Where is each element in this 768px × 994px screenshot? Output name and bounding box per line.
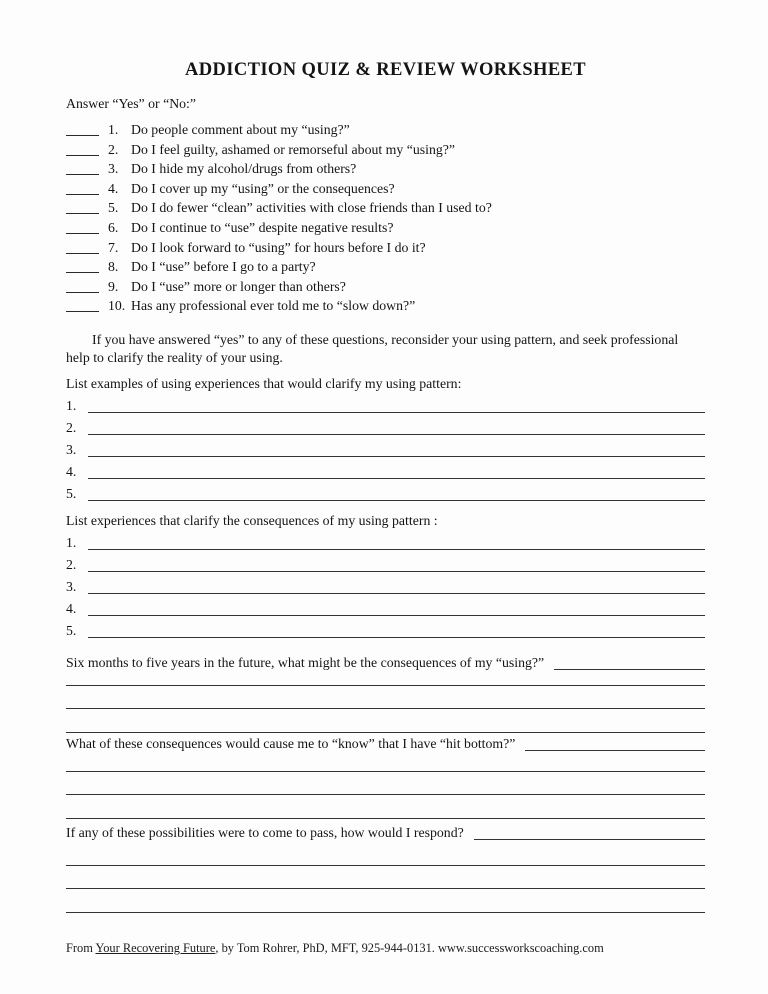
quiz-item-text: Do I cover up my “using” or the consequences? xyxy=(131,180,395,196)
answer-blank-line xyxy=(66,213,99,214)
respond-question xyxy=(66,824,705,841)
quiz-item-number: 1. xyxy=(108,122,119,137)
blank-write-line xyxy=(88,571,705,572)
write-line-number: 5. xyxy=(66,485,77,501)
answer-blank-line xyxy=(66,135,99,136)
blank-write-line xyxy=(88,593,705,594)
quiz-item-number: 7. xyxy=(108,239,119,255)
examples-write-lines xyxy=(66,398,705,508)
future-consequences-question xyxy=(66,654,705,671)
write-line xyxy=(66,398,705,420)
blank-write-line xyxy=(525,750,705,751)
advice-paragraph: If you have answered “yes” to any of these questions, reconsider your using pattern, and seek professional help to clarify the reality of your using. xyxy=(66,331,679,366)
blank-write-line xyxy=(88,412,705,413)
blank-write-line xyxy=(66,795,705,819)
blank-write-line xyxy=(88,434,705,435)
quiz-item xyxy=(66,122,705,142)
quiz-item-text: Do I continue to “use” despite negative results? xyxy=(131,219,394,235)
quiz-item-number: 6. xyxy=(108,219,119,235)
blank-write-line xyxy=(66,752,705,772)
quiz-item-number: 3. xyxy=(108,161,119,177)
write-line xyxy=(66,579,705,601)
quiz-item xyxy=(66,259,705,279)
hit-bottom-question-text: What of these consequences would cause me to “know” that I have “hit bottom?” xyxy=(66,735,516,751)
answer-blank-line xyxy=(66,311,99,312)
write-line xyxy=(66,623,705,645)
quiz-item-text: Do I “use” more or longer than others? xyxy=(131,278,346,294)
blank-write-line xyxy=(88,478,705,479)
answer-blank-line xyxy=(66,292,99,293)
quiz-item-text: Do I do fewer “clean” activities with close friends than I used to? xyxy=(131,200,492,216)
write-line-number: 1. xyxy=(66,397,77,413)
blank-write-line xyxy=(66,889,705,913)
examples-section-label: List examples of using experiences that would clarify my using pattern: xyxy=(66,375,462,391)
answer-blank-line xyxy=(66,233,99,234)
hit-bottom-question xyxy=(66,735,705,752)
write-line-number: 4. xyxy=(66,463,77,479)
write-line xyxy=(66,557,705,579)
blank-write-line xyxy=(66,841,705,866)
quiz-item xyxy=(66,181,705,201)
quiz-item-text: Do I “use” before I go to a party? xyxy=(131,259,316,275)
attribution-prefix: From xyxy=(66,940,96,955)
quiz-item-number: 9. xyxy=(108,278,119,294)
blank-write-line xyxy=(66,866,705,890)
blank-write-line xyxy=(88,500,705,501)
write-line-number: 3. xyxy=(66,578,77,594)
blank-write-line xyxy=(66,686,705,710)
attribution-suffix: , by Tom Rohrer, PhD, MFT, 925-944-0131. www.successworkscoaching.com xyxy=(215,940,604,955)
quiz-item-text: Do people comment about my “using?” xyxy=(131,122,350,137)
answer-instruction: Answer “Yes” or “No:” xyxy=(66,96,197,111)
blank-write-line xyxy=(66,671,705,686)
write-line xyxy=(66,601,705,623)
answer-blank-line xyxy=(66,155,99,156)
respond-question-text: If any of these possibilities were to come to pass, how would I respond? xyxy=(66,824,464,840)
blank-write-line xyxy=(66,709,705,733)
write-line-number: 2. xyxy=(66,556,77,572)
blank-write-line xyxy=(88,456,705,457)
write-line-number: 1. xyxy=(66,534,77,550)
write-line xyxy=(66,420,705,442)
quiz-item-number: 10. xyxy=(108,298,126,314)
answer-blank-line xyxy=(66,272,99,273)
write-line xyxy=(66,486,705,508)
write-line-number: 5. xyxy=(66,622,77,638)
quiz-item xyxy=(66,240,705,260)
quiz-item-text: Do I look forward to “using” for hours before I do it? xyxy=(131,239,426,255)
future-consequences-question-text: Six months to five years in the future, what might be the consequences of my “using?” xyxy=(66,654,545,670)
write-line-number: 3. xyxy=(66,441,77,457)
write-line xyxy=(66,442,705,464)
blank-write-line xyxy=(66,772,705,796)
write-line-number: 2. xyxy=(66,419,77,435)
quiz-item-number: 8. xyxy=(108,259,119,275)
quiz-item-text: Do I hide my alcohol/drugs from others? xyxy=(131,161,357,177)
quiz-item-number: 5. xyxy=(108,200,119,216)
quiz-item-text: Do I feel guilty, ashamed or remorseful about my “using?” xyxy=(131,141,455,157)
write-line xyxy=(66,535,705,557)
answer-blank-line xyxy=(66,253,99,254)
quiz-item-number: 2. xyxy=(108,141,119,157)
consequences-section-label: List experiences that clarify the consequences of my using pattern : xyxy=(66,512,438,528)
blank-write-line xyxy=(88,637,705,638)
blank-write-line xyxy=(88,615,705,616)
book-title: Your Recovering Future xyxy=(95,940,216,955)
quiz-item-number: 4. xyxy=(108,180,119,196)
quiz-item xyxy=(66,298,705,318)
quiz-item xyxy=(66,200,705,220)
source-attribution xyxy=(66,940,705,956)
quiz-item-text: Has any professional ever told me to “slow down?” xyxy=(131,298,416,314)
consequences-write-lines xyxy=(66,535,705,645)
quiz-item xyxy=(66,142,705,162)
answer-blank-line xyxy=(66,174,99,175)
write-line-number: 4. xyxy=(66,600,77,616)
page-title: ADDICTION QUIZ & REVIEW WORKSHEET xyxy=(184,60,587,80)
answer-blank-line xyxy=(66,194,99,195)
quiz-item xyxy=(66,279,705,299)
quiz-item xyxy=(66,161,705,181)
blank-write-line xyxy=(554,669,705,670)
write-line xyxy=(66,464,705,486)
quiz-item xyxy=(66,220,705,240)
blank-write-line xyxy=(88,549,705,550)
quiz-list xyxy=(66,122,705,318)
blank-write-line xyxy=(474,839,705,840)
